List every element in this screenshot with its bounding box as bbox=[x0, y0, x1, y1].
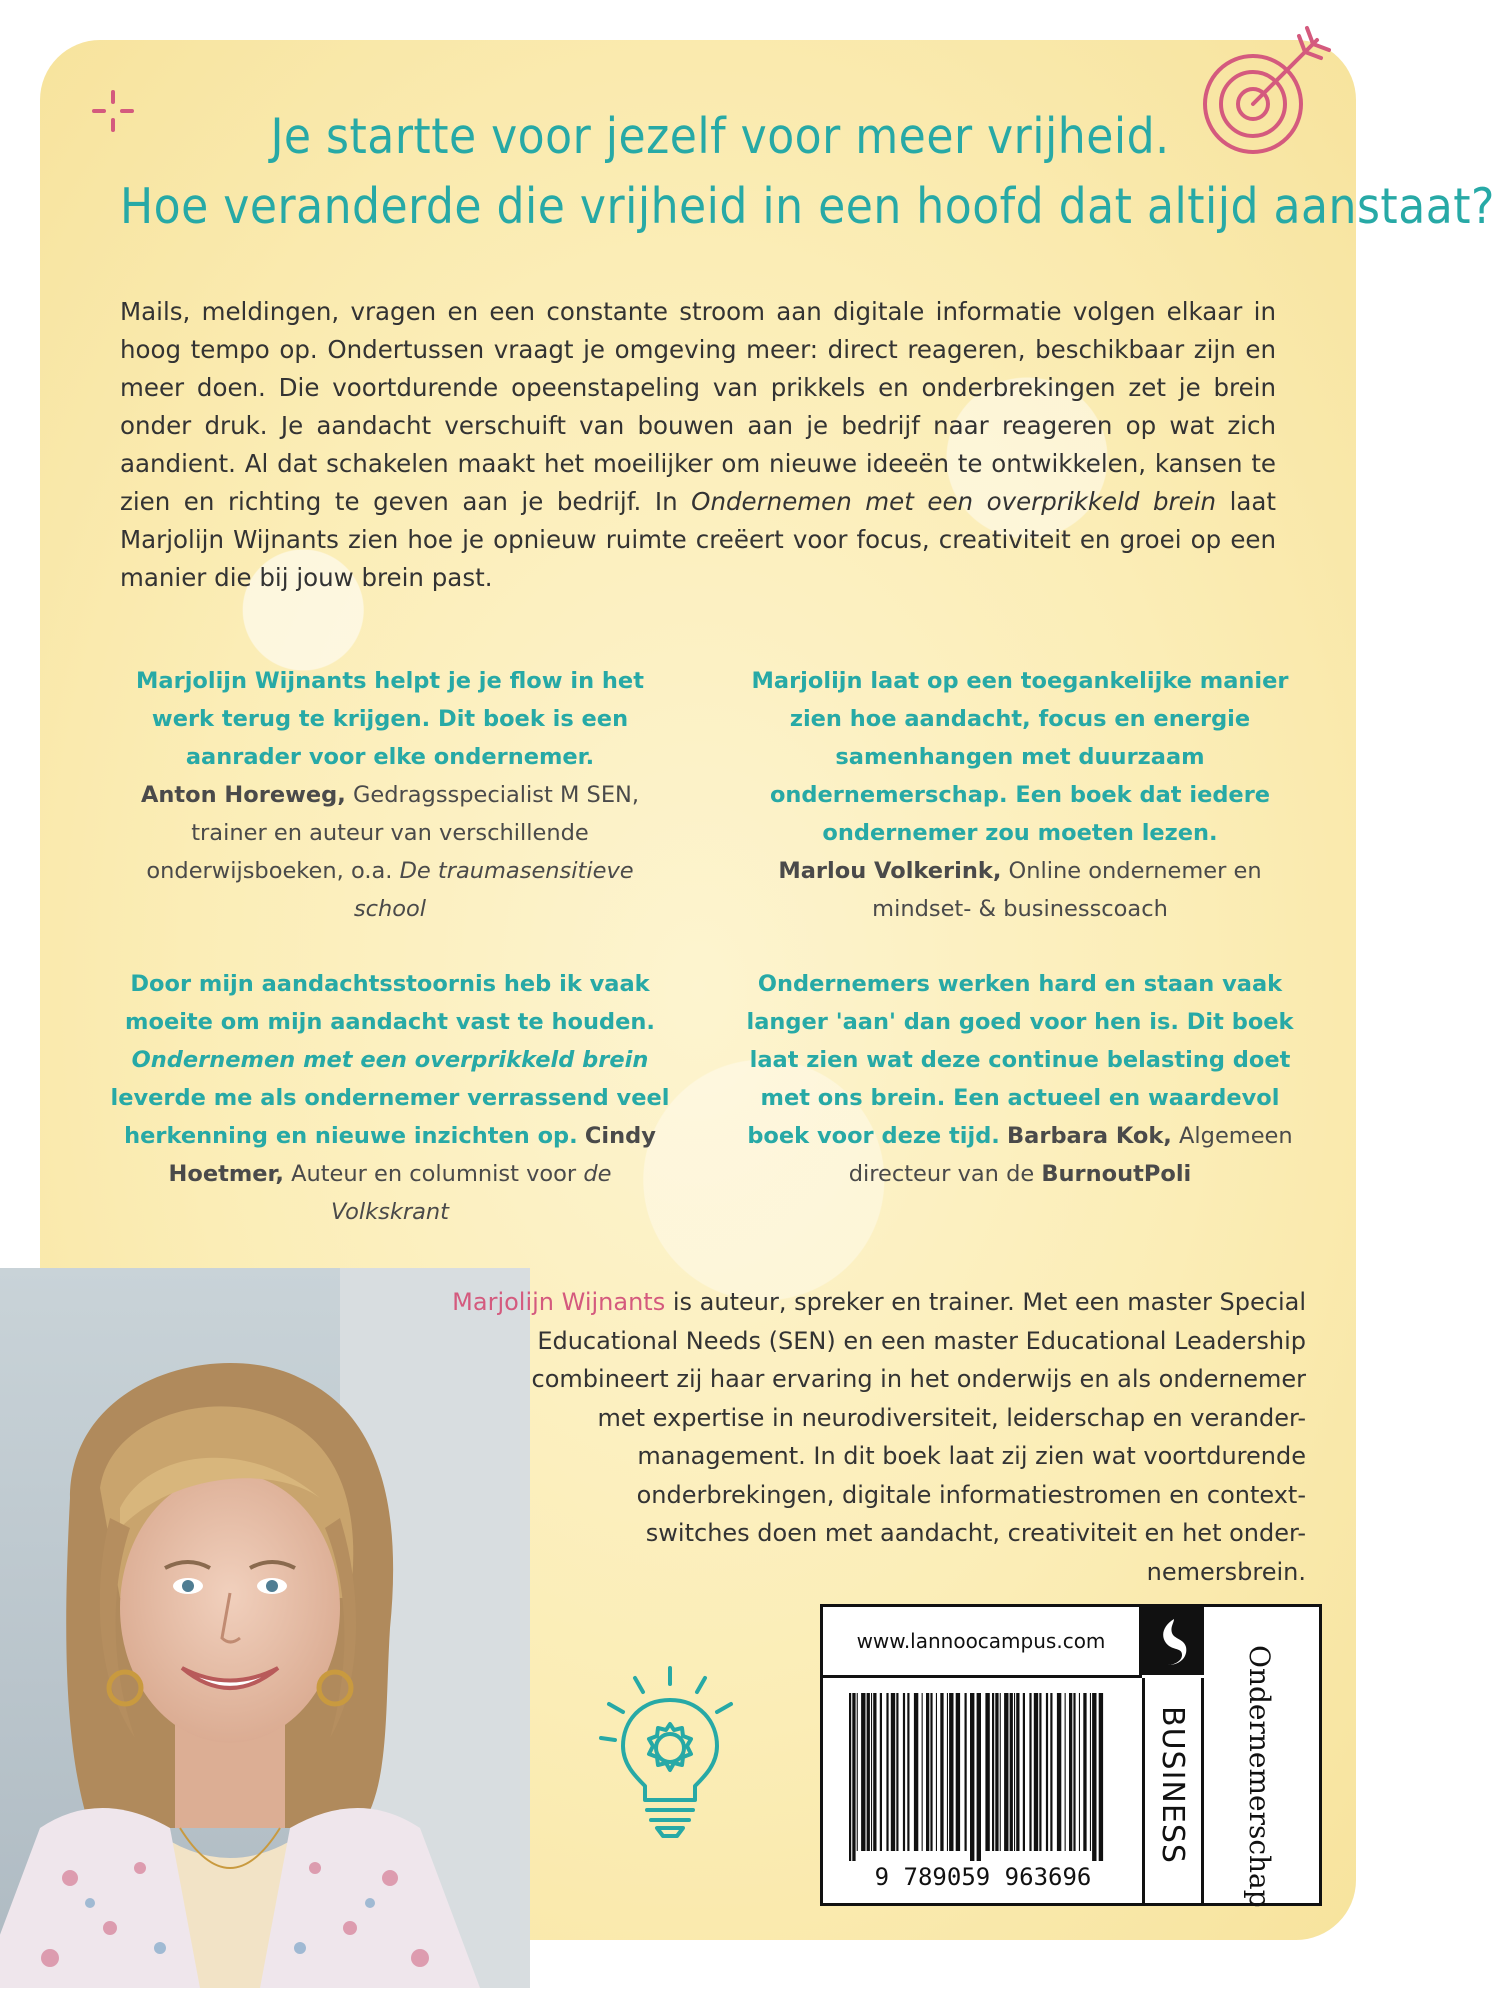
quote-author-book: De traumasensitieve school bbox=[353, 858, 634, 922]
quote-book-title: Ondernemen met een overprikkeld brein bbox=[131, 1047, 649, 1073]
endorsement-quote bbox=[730, 965, 1310, 1193]
isbn-barcode bbox=[835, 1693, 1131, 1893]
barcode-bar bbox=[1034, 1693, 1038, 1851]
quote-author: Barbara Kok, bbox=[1007, 1123, 1172, 1149]
author-name: Marjolijn Wijnants bbox=[452, 1288, 666, 1316]
quote-text: Door mijn aandachtsstoornis heb ik vaak moeite om mijn aandacht vast te houden. bbox=[125, 971, 655, 1035]
author-bio bbox=[370, 1283, 1306, 1591]
barcode-bar bbox=[1039, 1693, 1041, 1851]
barcode-bar bbox=[1073, 1693, 1075, 1851]
quote-author-publication: de Volkskrant bbox=[331, 1161, 612, 1225]
bio-line: Educational Needs (SEN) en een master Educational Leadership bbox=[537, 1326, 1306, 1355]
spine-category bbox=[1142, 1678, 1204, 1903]
back-cover bbox=[40, 40, 1495, 1940]
isbn-number: 9 789059 963696 bbox=[874, 1863, 1092, 1891]
bio-line: management. In dit boek laat zij zien wat voortdurende bbox=[637, 1442, 1306, 1470]
bio-line: met expertise in neurodiversiteit, leiderschap en verander- bbox=[597, 1403, 1306, 1432]
quote-text-continued: leverde me als ondernemer verrassend veel herkenning en nieuwe inzichten op. bbox=[110, 1085, 670, 1149]
barcode-bar bbox=[861, 1693, 865, 1851]
quote-author: Anton Horeweg, bbox=[140, 782, 346, 808]
barcode-box bbox=[820, 1604, 1322, 1906]
barcode-bar bbox=[922, 1693, 923, 1851]
bio-line: nemersbrein. bbox=[1146, 1557, 1306, 1586]
quote-text: Ondernemers werken hard en staan vaak langer 'aan' dan goed voor hen is. Dit boek laat zien wat deze continue belasting doet met ons brein. Een actueel en waardevol boek voor deze tijd. bbox=[746, 971, 1294, 1149]
spine-subcategory bbox=[1207, 1607, 1319, 1908]
intro-paragraph bbox=[120, 293, 1276, 597]
barcode-bar bbox=[903, 1693, 905, 1851]
barcode-bar bbox=[965, 1693, 967, 1851]
barcode-bar bbox=[926, 1693, 929, 1851]
subcategory-label: Ondernemerschap bbox=[1243, 1645, 1276, 1908]
quote-text: Marjolijn Wijnants helpt je je flow in het werk terug te krijgen. Dit boek is een aanrader voor elke ondernemer. bbox=[136, 668, 644, 770]
intro-text-2: laat Marjolijn Wijnants zien hoe je opnieuw ruimte creëert voor focus, creativiteit en groei op een manier die bij jouw brein past. bbox=[120, 487, 1277, 592]
barcode-bar bbox=[1083, 1693, 1086, 1851]
barcode-bar bbox=[1029, 1693, 1031, 1851]
barcode-bar bbox=[907, 1693, 909, 1851]
barcode-bar bbox=[896, 1693, 898, 1851]
category-label: BUSINESS bbox=[1155, 1706, 1190, 1864]
barcode-bar bbox=[857, 1693, 858, 1851]
barcode-bar bbox=[914, 1693, 918, 1851]
barcode-bar bbox=[1046, 1693, 1048, 1851]
barcode-bar bbox=[970, 1693, 974, 1861]
barcode-bar bbox=[1004, 1693, 1008, 1851]
headline bbox=[120, 102, 1495, 242]
quote-author: Cindy Hoetmer, bbox=[168, 1123, 656, 1187]
barcode-bar bbox=[880, 1693, 882, 1851]
lightbulb-icon bbox=[595, 1660, 745, 1840]
bio-line: switches doen met aandacht, creativiteit en het onder- bbox=[645, 1519, 1306, 1547]
barcode-bar bbox=[891, 1693, 895, 1851]
barcode-bar bbox=[867, 1693, 870, 1851]
barcode-bar bbox=[947, 1693, 948, 1851]
barcode-bar bbox=[940, 1693, 943, 1851]
barcode-bar bbox=[1065, 1693, 1066, 1851]
barcode-bar bbox=[977, 1693, 981, 1861]
barcode-bar bbox=[1010, 1693, 1013, 1851]
barcode-bar bbox=[995, 1693, 998, 1851]
headline-line-1: Je startte voor jezelf voor meer vrijheid. bbox=[270, 108, 1170, 165]
bio-line: combineert zij haar ervaring in het onderwijs en als ondernemer bbox=[531, 1365, 1306, 1393]
quote-author-role: Gedragsspecialist M SEN, trainer en auteur van verschillende onderwijsboeken, o.a. bbox=[146, 782, 640, 884]
publisher-logo-icon bbox=[1142, 1607, 1204, 1675]
bio-line: onderbrekingen, digitale informatiestromen en context- bbox=[636, 1480, 1306, 1509]
barcode-bar bbox=[1000, 1693, 1001, 1851]
quote-text: Marjolijn laat op een toegankelijke manier zien hoe aandacht, focus en energie samenhangen met duurzaam ondernemerschap. Een boek dat iedere ondernemer zou moeten lezen. bbox=[751, 668, 1289, 846]
quote-author-role: Auteur en columnist voor bbox=[291, 1161, 577, 1187]
barcode-bar bbox=[930, 1693, 932, 1851]
quote-author-role: Algemeen directeur van de bbox=[848, 1123, 1293, 1187]
barcode-bar bbox=[936, 1693, 937, 1851]
barcode-bar bbox=[852, 1693, 855, 1861]
barcode-bar bbox=[985, 1693, 989, 1851]
intro-text-1: Mails, meldingen, vragen en een constante stroom aan digitale informatie volgen elkaar in hoog tempo op. Ondertussen vraagt je omgeving meer: direct reageren, beschikbaar zijn en meer doen. Die voortdurende opeenstapeling van prikkels en onderbrekingen zet je brein onder druk. Je aandacht verschuift van bouwen aan je bedrijf naar reageren op wat zich aandient. Al dat schakelen maakt het moeilijker om nieuwe ideeën te ontwikkelen, kansen te zien en richting te geven aan je bedrijf. In bbox=[120, 297, 1276, 516]
barcode-bar bbox=[1057, 1693, 1061, 1851]
barcode-bar bbox=[1023, 1693, 1025, 1851]
endorsement-quote bbox=[110, 662, 670, 928]
quote-author-org: BurnoutPoli bbox=[1041, 1161, 1192, 1187]
barcode-bar bbox=[886, 1693, 888, 1851]
barcode-bar bbox=[1079, 1693, 1080, 1851]
barcode-bar bbox=[949, 1693, 953, 1851]
publisher-url: www.lannoocampus.com bbox=[823, 1607, 1142, 1678]
barcode-bar bbox=[1050, 1693, 1052, 1851]
endorsement-quote bbox=[730, 662, 1310, 928]
book-title: Ondernemen met een overprikkeld brein bbox=[691, 487, 1217, 516]
barcode-bar bbox=[1014, 1693, 1015, 1851]
barcode-bar bbox=[1090, 1693, 1091, 1851]
barcode-bar bbox=[849, 1693, 851, 1861]
quote-author-role: Online ondernemer en mindset- & businesscoach bbox=[872, 858, 1262, 922]
quote-author: Marlou Volkerink, bbox=[778, 858, 1002, 884]
barcode-bar bbox=[871, 1693, 872, 1851]
barcode-bar bbox=[873, 1693, 876, 1851]
barcode-bar bbox=[1099, 1693, 1103, 1861]
barcode-bar bbox=[1016, 1693, 1019, 1851]
barcode-bar bbox=[992, 1693, 994, 1851]
barcode-bar bbox=[1092, 1693, 1096, 1861]
bio-line: Marjolijn Wijnants is auteur, spreker en trainer. Met een master Special bbox=[452, 1288, 1306, 1316]
barcode-bar bbox=[956, 1693, 960, 1851]
endorsement-quote bbox=[110, 965, 670, 1231]
headline-line-2: Hoe veranderde die vrijheid in een hoofd dat altijd aanstaat? bbox=[120, 178, 1495, 235]
barcode-bar bbox=[1069, 1693, 1072, 1851]
